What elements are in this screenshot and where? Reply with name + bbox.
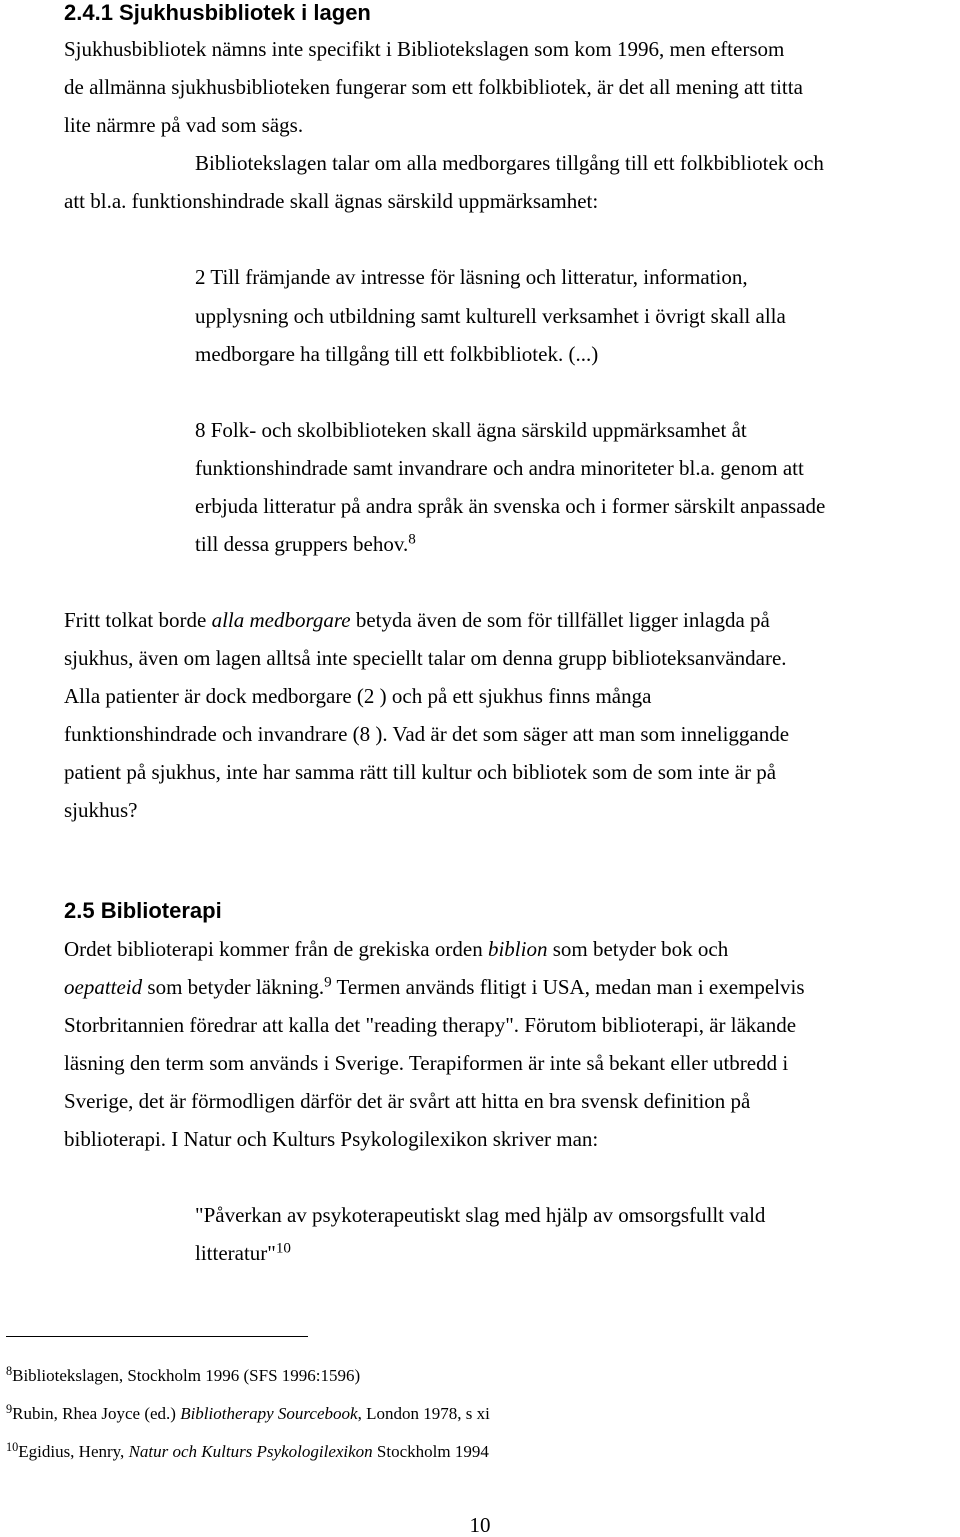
- body-line: att bl.a. funktionshindrade skall ägnas särskild uppmärksamhet:: [64, 189, 599, 213]
- footnote-8: $^8$Bibliotekslagen, Stockholm 1996 (SFS 1996:1596): [6, 1363, 361, 1385]
- law-quote-line: 2 Till främjande av intresse för läsning och litteratur, information,: [195, 265, 748, 289]
- body-line: sjukhus, även om lagen alltså inte speciellt talar om denna grupp biblioteksanvändare.: [64, 646, 787, 670]
- body-line: Ordet biblioterapi kommer från de grekiska orden biblion som betyder bok och: [64, 937, 729, 961]
- footnote-ref: 9: [324, 974, 332, 991]
- body-line: sjukhus?: [64, 798, 138, 822]
- body-line: Sjukhusbibliotek nämns inte specifikt i Bibliotekslagen som kom 1996, men eftersom: [64, 37, 785, 61]
- law-quote-line: erbjuda litteratur på andra språk än svenska och i former särskilt anpassade: [195, 494, 826, 518]
- footnote-9: $^9$Rubin, Rhea Joyce (ed.) Bibliotherapy Sourcebook, London 1978, s xi: [6, 1401, 490, 1423]
- body-line: patient på sjukhus, inte har samma rätt till kultur och bibliotek som de som inte är på: [64, 760, 777, 784]
- body-line: Storbritannien föredrar att kalla det "reading therapy". Förutom biblioterapi, är läkande: [64, 1013, 797, 1037]
- footnote-10: $^{10}$Egidius, Henry, Natur och Kulturs Psykologilexikon Stockholm 1994: [6, 1439, 489, 1461]
- body-line: Alla patienter är dock medborgare (2 ) och på ett sjukhus finns många: [64, 684, 652, 708]
- body-line: Sverige, det är förmodligen därför det är svårt att hitta en bra svensk definition på: [64, 1089, 751, 1113]
- footnote-ref: 8: [408, 531, 416, 548]
- law-quote-line: till dessa gruppers behov.$^8$: [195, 531, 416, 556]
- section-heading-2-5: 2.5 Biblioterapi: [64, 898, 222, 923]
- body-line: funktionshindrade och invandrare (8 ). Vad är det som säger att man som inneliggande: [64, 722, 790, 746]
- section-heading-2-4-1: 2.4.1 Sjukhusbibliotek i lagen: [64, 0, 371, 25]
- body-line: biblioterapi. I Natur och Kulturs Psykologilexikon skriver man:: [64, 1127, 599, 1151]
- law-quote-line: upplysning och utbildning samt kulturell verksamhet i övrigt skall alla: [195, 304, 786, 328]
- law-quote-line: 8 Folk- och skolbiblioteken skall ägna särskild uppmärksamhet åt: [195, 418, 747, 442]
- law-quote-line: medborgare ha tillgång till ett folkbibliotek. (...): [195, 342, 599, 366]
- body-line: de allmänna sjukhusbiblioteken fungerar som ett folkbibliotek, är det all mening att titta: [64, 75, 803, 99]
- law-quote-line: funktionshindrade samt invandrare och andra minoriteter bl.a. genom att: [195, 456, 804, 480]
- body-line: Fritt tolkat borde alla medborgare betyda även de som för tillfället ligger inlagda på: [64, 608, 770, 632]
- footnote-separator: [6, 1336, 308, 1337]
- quote-line: litteratur"$^{10}$: [195, 1240, 291, 1265]
- quote-line: "Påverkan av psykoterapeutiskt slag med hjälp av omsorgsfullt vald: [195, 1203, 766, 1227]
- body-line: läsning den term som används i Sverige. Terapiformen är inte så bekant eller utbredd i: [64, 1051, 789, 1075]
- footnote-ref: 10: [275, 1240, 291, 1257]
- body-line: lite närmre på vad som sägs.: [64, 113, 304, 137]
- body-line: oepatteid som betyder läkning.$^9$ Termen används flitigt i USA, medan man i exempelvis: [64, 974, 805, 999]
- body-line: Bibliotekslagen talar om alla medborgares tillgång till ett folkbibliotek och: [195, 151, 824, 175]
- page-number: 10: [469, 1513, 491, 1537]
